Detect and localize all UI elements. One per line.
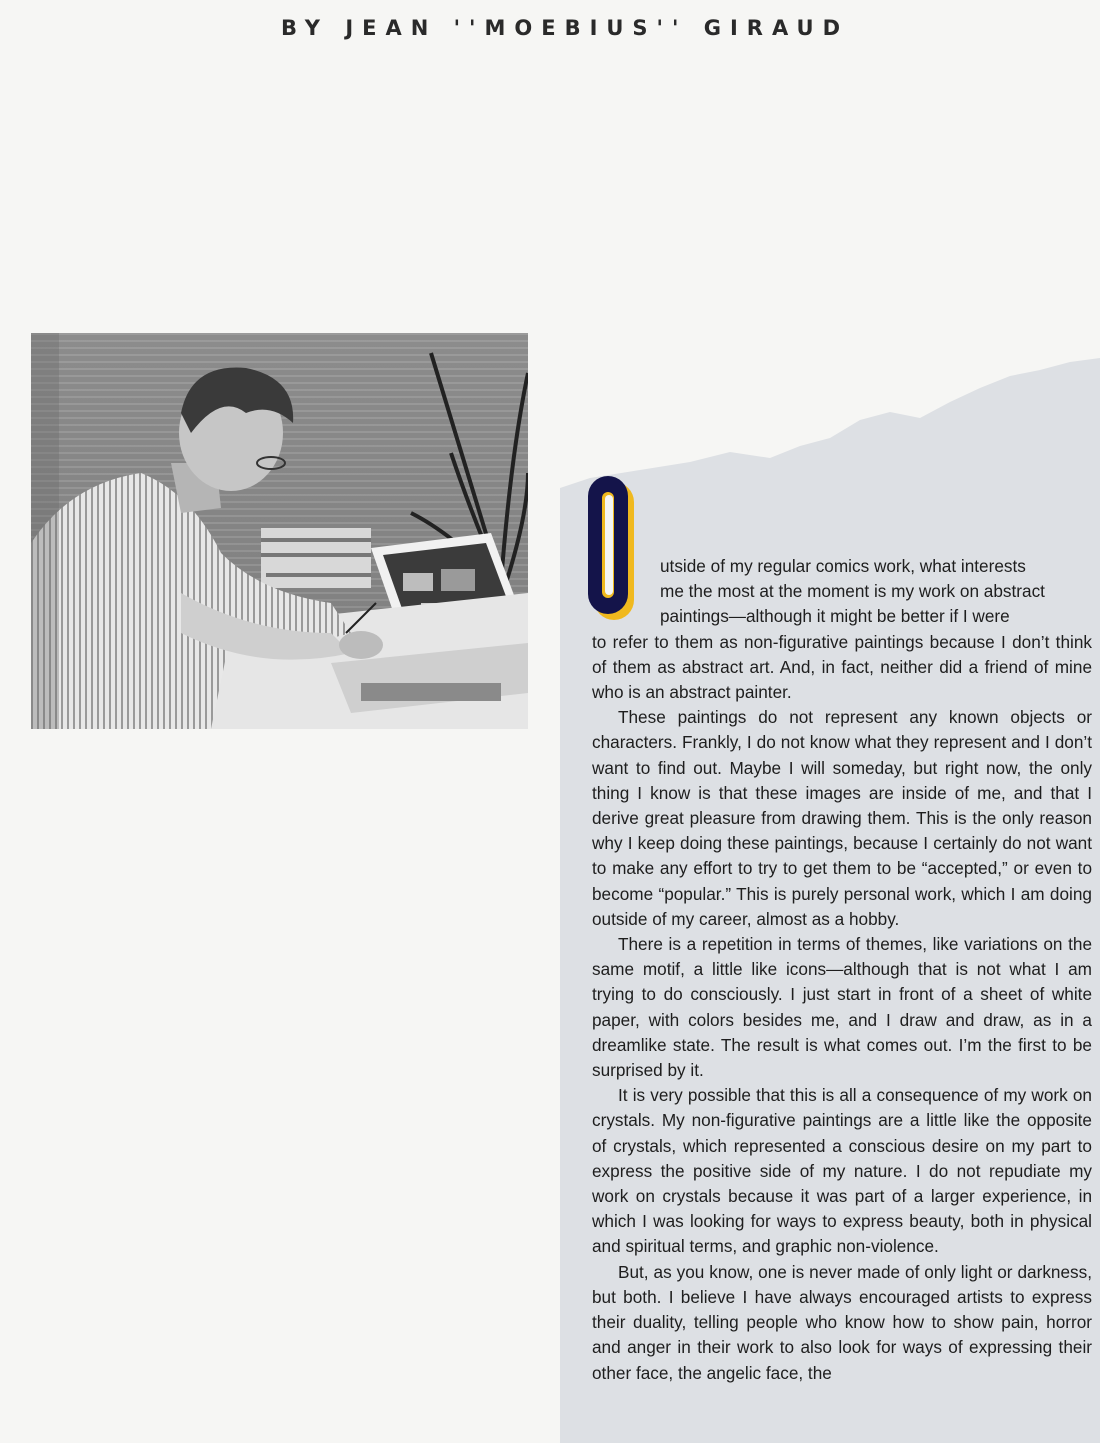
paragraph-2: These paintings do not represent any known objects or characters. Frankly, I do not know what they represent and I don’t want to find out. Maybe I will someday, but right now, the only thing I know is that these images are inside of me, and that I derive great pleasure from drawing them. This is the only reason why I keep doing these paintings, because I certainly do not want to make any effort to try to get them to be “accepted,” or even to become “popular.” This is purely personal work, which I am doing outside of my career, almost as a hobby. — [592, 707, 1092, 929]
paragraph-3: There is a repetition in terms of themes, like variations on the same motif, a little like icons—although that is not what I am trying to do consciously. I just start in front of a sheet of white paper, with colors besides me, and I draw and draw, as in a dreamlike state. The result is what comes out. I’m the first to be surprised by it. — [592, 934, 1092, 1081]
byline-header: BY JEAN ''MOEBIUS'' GIRAUD — [280, 16, 850, 40]
lead-line-3: paintings—although it might be better if I were — [660, 606, 1010, 627]
article-body — [592, 554, 1092, 1386]
artist-photo — [31, 333, 528, 729]
paragraph-1 — [592, 554, 1092, 705]
paragraph-5: But, as you know, one is never made of only light or darkness, but both. I believe I have always encouraged artists to express their duality, telling people who know how to show pain, horror and anger in their work to also look for ways of expressing their other face, the angelic face, the — [592, 1261, 1092, 1383]
paragraph-1-rest: to refer to them as non-figurative paintings because I don’t think of them as abstract art. And, in fact, neither did a friend of mine who is an abstract painter. — [592, 631, 1092, 703]
paragraph-4: It is very possible that this is all a consequence of my work on crystals. My non-figurative paintings are a little like the opposite of crystals, which represented a conscious desire on my part to express the positive side of my nature. I do not repudiate my work on crystals because it was part of a larger experience, in which I was looking for ways to express beauty, both in physical and spiritual terms, and graphic non-violence. — [592, 1085, 1092, 1257]
lead-line-1: utside of my regular comics work, what interests — [660, 556, 1026, 576]
lead-line-2: me the most at the moment is my work on abstract — [660, 581, 1045, 602]
